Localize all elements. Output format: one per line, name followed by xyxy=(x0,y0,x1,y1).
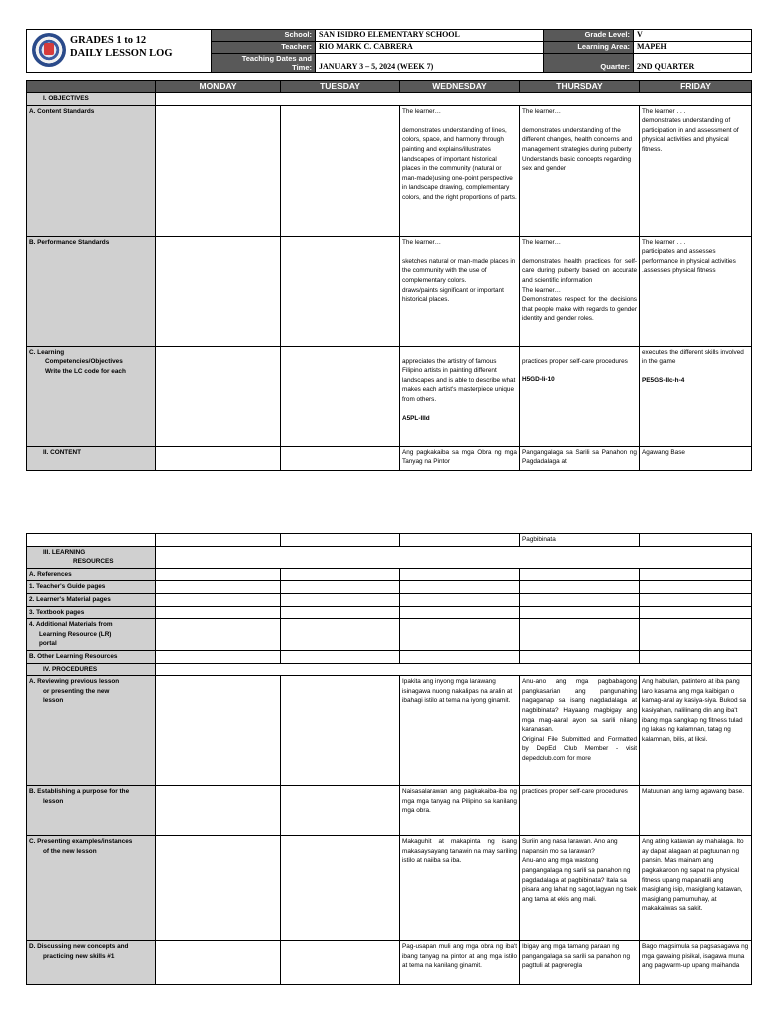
content-standards-wed: The learner… demonstrates understanding of lines, colors, space, and harmony through painting and explains/illustrates landscapes of important historical places in the community (natural or man-made)using one-point perspective in landscape drawing, complementary colors, and the right proportions of parts. xyxy=(400,105,520,236)
competencies-thu-text: practices proper self-care procedures xyxy=(522,357,628,365)
competencies-wed-code: A5PL-IIId xyxy=(402,414,430,422)
purpose-mon xyxy=(156,786,281,836)
lr-thu xyxy=(520,619,640,651)
lm-tue xyxy=(281,593,400,606)
competencies-fri-text: executes the different skills involved in the game xyxy=(642,348,744,366)
references-mon xyxy=(156,568,281,581)
tb-thu xyxy=(520,606,640,619)
objectives-span xyxy=(156,93,752,106)
header-info-grid xyxy=(211,29,752,73)
lr-fri xyxy=(640,619,752,651)
tg-tue xyxy=(281,581,400,594)
competencies-wed xyxy=(400,346,520,446)
purpose-fri: Matuunan ang larng agawang base. xyxy=(640,786,752,836)
review-fri: Ang habulan, patintero at iba pang laro kasama ang mga kaibigan o kamag-aral ay kasiya-siya. Bukod sa kasiyahan, nalilinang din ang iba't ibang mga sangkap ng fitness tulad ng lakas ng kalamnan, tatag ng kalamnan, bilis, at liksi. xyxy=(640,676,752,786)
learning-resources-line1: III. LEARNING xyxy=(43,548,86,556)
competencies-wed-text: appreciates the artistry of famous Filipino artists in painting different landscapes and is able to describe what makes each artist's masterpiece unique from others. xyxy=(402,357,516,403)
content-fri: Agawang Base xyxy=(640,446,752,470)
competencies-thu xyxy=(520,346,640,446)
other-mon xyxy=(156,650,281,663)
review-mon xyxy=(156,676,281,786)
review-label xyxy=(27,676,156,786)
procedures-span xyxy=(156,663,752,676)
header-title-line2: DAILY LESSON LOG xyxy=(70,48,173,59)
dates-label xyxy=(212,54,316,73)
lr-wed xyxy=(400,619,520,651)
competencies-label xyxy=(27,346,156,446)
other-resources-label: B. Other Learning Resources xyxy=(27,650,156,663)
review-label-line1: A. Reviewing previous lesson xyxy=(29,678,120,686)
discussing-wed: Pag-usapan muli ang mga obra ng iba't ibang tanyag na pintor at ang mga istilo at tema na kanilang ginamit. xyxy=(400,941,520,985)
additional-materials-label xyxy=(27,619,156,651)
lm-fri xyxy=(640,593,752,606)
school-value: SAN ISIDRO ELEMENTARY SCHOOL xyxy=(316,30,544,42)
discussing-tue xyxy=(281,941,400,985)
deped-seal-icon xyxy=(32,33,66,67)
school-label: School: xyxy=(212,30,316,42)
learning-resources-label xyxy=(27,546,156,568)
grade-label: Grade Level: xyxy=(544,30,634,42)
competencies-label-line2: Competencies/Objectives xyxy=(45,358,123,366)
content-standards-mon xyxy=(156,105,281,236)
performance-standards-fri: The learner . . . participates and assesses performance in physical activities .assesses physical fitness xyxy=(640,236,752,346)
references-wed xyxy=(400,568,520,581)
teacher-value: RIO MARK C. CABRERA xyxy=(316,42,544,54)
area-value: MAPEH xyxy=(634,42,752,54)
examples-label-line2: of the new lesson xyxy=(43,847,97,855)
review-tue xyxy=(281,676,400,786)
learning-resources-line2: RESOURCES xyxy=(73,558,114,566)
references-label: A. References xyxy=(27,568,156,581)
content-label: II. CONTENT xyxy=(27,446,156,470)
examples-wed: Makaguhit at makapinta ng isang makasaysayang tanawin na may sariling istilo at naiiba sa iba. xyxy=(400,836,520,941)
review-thu: Anu-ano ang mga pagbabagong pangkasarian ang pangunahing nagaganap sa isang nagdadalaga at nagbibinata? Hayaang magbigay ang mga mag-aaral ayon sa sarili nilang karanasan. Original File Submitted and Formatted by DepEd Club Member - visit depedclub.com for more xyxy=(520,676,640,786)
performance-standards-mon xyxy=(156,236,281,346)
grade-value: V xyxy=(634,30,752,42)
examples-thu: Suriin ang nasa larawan. Ano ang napansin mo sa larawan? Anu-ano ang mga wastong pangangalaga ng sarili sa panahon ng pagdadalaga at pagbibinata? Itala sa pisara ang lahat ng sagot,lagyan ng tsek ang tama at ekis ang mali. xyxy=(520,836,640,941)
tg-thu xyxy=(520,581,640,594)
procedures-label: IV. PROCEDURES xyxy=(27,663,156,676)
tg-fri xyxy=(640,581,752,594)
day-header-monday: MONDAY xyxy=(156,81,281,93)
objectives-label: I. OBJECTIVES xyxy=(27,93,156,106)
content-tue xyxy=(281,446,400,470)
content-standards-label: A. Content Standards xyxy=(27,105,156,236)
review-wed: Ipakita ang inyong mga larawang isinagawa nuong nakalipas na aralin at ibahagi istilo at tema na iyong ginamit. xyxy=(400,676,520,786)
competencies-fri xyxy=(640,346,752,446)
discussing-fri: Bago magsimula sa pagsasagawa ng mga gawaing pisikal, isagawa muna ang pagwarm-up upang maihanda xyxy=(640,941,752,985)
tb-wed xyxy=(400,606,520,619)
discussing-label-line2: practicing new skills #1 xyxy=(43,952,115,960)
competencies-label-line3: Write the LC code for each xyxy=(45,367,126,375)
dates-value: JANUARY 3 – 5, 2024 (WEEK 7) xyxy=(316,54,544,73)
cont-row-wed xyxy=(400,534,520,547)
other-thu xyxy=(520,650,640,663)
tb-tue xyxy=(281,606,400,619)
content-standards-fri: The learner . . . demonstrates understanding of participation in and assessment of physical activities and physical fitness. xyxy=(640,105,752,236)
purpose-thu: practices proper self-care procedures xyxy=(520,786,640,836)
other-tue xyxy=(281,650,400,663)
purpose-label xyxy=(27,786,156,836)
competencies-label-line1: C. Learning xyxy=(29,348,65,356)
tb-fri xyxy=(640,606,752,619)
day-header-blank xyxy=(27,81,156,93)
purpose-wed: Naisasalarawan ang pagkakaiba-iba ng mga mga tanyag na Pilipino sa kanilang mga obra. xyxy=(400,786,520,836)
examples-label xyxy=(27,836,156,941)
examples-fri: Ang ating katawan ay mahalaga. Ito ay dapat alagaan at pagtuunan ng pansin. Mas mainam ang pagkakaroon ng sapat na physical fitness upang mapanatili ang masiglang isip, masiglang katawan, masiglang pamumuhay, at makakaiwas sa sakit. xyxy=(640,836,752,941)
discussing-label-line1: D. Discussing new concepts and xyxy=(29,943,129,951)
references-thu xyxy=(520,568,640,581)
additional-materials-line2: Learning Resource (LR) xyxy=(39,630,112,638)
lesson-table-page1 xyxy=(26,80,752,471)
additional-materials-line1: 4. Additional Materials from xyxy=(29,621,113,629)
teacher-label: Teacher: xyxy=(212,42,316,54)
performance-standards-label: B. Performance Standards xyxy=(27,236,156,346)
cont-row-tue xyxy=(281,534,400,547)
learning-resources-span xyxy=(156,546,752,568)
cont-row-mon xyxy=(156,534,281,547)
competencies-thu-code: H5GD-Ii-10 xyxy=(522,376,555,384)
purpose-label-line1: B. Establishing a purpose for the xyxy=(29,788,130,796)
competencies-tue xyxy=(281,346,400,446)
other-wed xyxy=(400,650,520,663)
textbook-label: 3. Textbook pages xyxy=(27,606,156,619)
purpose-tue xyxy=(281,786,400,836)
competencies-fri-code: PE5GS-IIc-h-4 xyxy=(642,376,685,384)
learners-material-label: 2. Learner's Material pages xyxy=(27,593,156,606)
references-fri xyxy=(640,568,752,581)
discussing-thu: Ibigay ang mga tamang paraan ng pangangalaga sa sarili sa panahon ng pagttuli at pagreregla xyxy=(520,941,640,985)
quarter-label: Quarter: xyxy=(544,54,634,73)
purpose-label-line2: lesson xyxy=(43,797,64,805)
review-label-line3: lesson xyxy=(43,697,64,705)
lr-tue xyxy=(281,619,400,651)
performance-standards-wed: The learner… sketches natural or man-made places in the community with the use of complementary colors. draws/paints significant or important historical places. xyxy=(400,236,520,346)
dates-label-line2: Time: xyxy=(292,63,312,72)
performance-standards-tue xyxy=(281,236,400,346)
dates-label-line1: Teaching Dates and xyxy=(241,54,312,63)
references-tue xyxy=(281,568,400,581)
tg-wed xyxy=(400,581,520,594)
tg-mon xyxy=(156,581,281,594)
examples-tue xyxy=(281,836,400,941)
competencies-mon xyxy=(156,346,281,446)
tb-mon xyxy=(156,606,281,619)
lesson-table-page2 xyxy=(26,533,752,985)
teachers-guide-label: 1. Teacher's Guide pages xyxy=(27,581,156,594)
day-header-wednesday: WEDNESDAY xyxy=(400,81,520,93)
content-wed: Ang pagkakaiba sa mga Obra ng mga Tanyag na Pintor xyxy=(400,446,520,470)
content-standards-thu: The learner… demonstrates understanding of the different changes, health concerns and management strategies during puberty Understands basic concepts regarding sex and gender xyxy=(520,105,640,236)
examples-label-line1: C. Presenting examples/instances xyxy=(29,838,133,846)
quarter-value: 2ND QUARTER xyxy=(634,54,752,73)
performance-standards-thu: The learner… demonstrates health practices for self-care during puberty based on accurate and scientific information The learner… Demonstrates respect for the decisions that people make with regards to gender identity and gender roles. xyxy=(520,236,640,346)
additional-materials-line3: portal xyxy=(39,640,57,648)
lm-thu xyxy=(520,593,640,606)
content-standards-tue xyxy=(281,105,400,236)
content-mon xyxy=(156,446,281,470)
lr-mon xyxy=(156,619,281,651)
day-header-thursday: THURSDAY xyxy=(520,81,640,93)
header-title-line1: GRADES 1 to 12 xyxy=(70,35,147,46)
lm-mon xyxy=(156,593,281,606)
day-header-tuesday: TUESDAY xyxy=(281,81,400,93)
other-fri xyxy=(640,650,752,663)
header-title-box xyxy=(26,29,213,73)
content-thu: Pangangalaga sa Sarili sa Panahon ng Pagdadalaga at xyxy=(520,446,640,470)
cont-row-label xyxy=(27,534,156,547)
cont-row-thu: Pagbibinata xyxy=(520,534,640,547)
examples-mon xyxy=(156,836,281,941)
lm-wed xyxy=(400,593,520,606)
area-label: Learning Area: xyxy=(544,42,634,54)
cont-row-fri xyxy=(640,534,752,547)
discussing-mon xyxy=(156,941,281,985)
discussing-label xyxy=(27,941,156,985)
day-header-friday: FRIDAY xyxy=(640,81,752,93)
review-label-line2: or presenting the new xyxy=(43,687,110,695)
